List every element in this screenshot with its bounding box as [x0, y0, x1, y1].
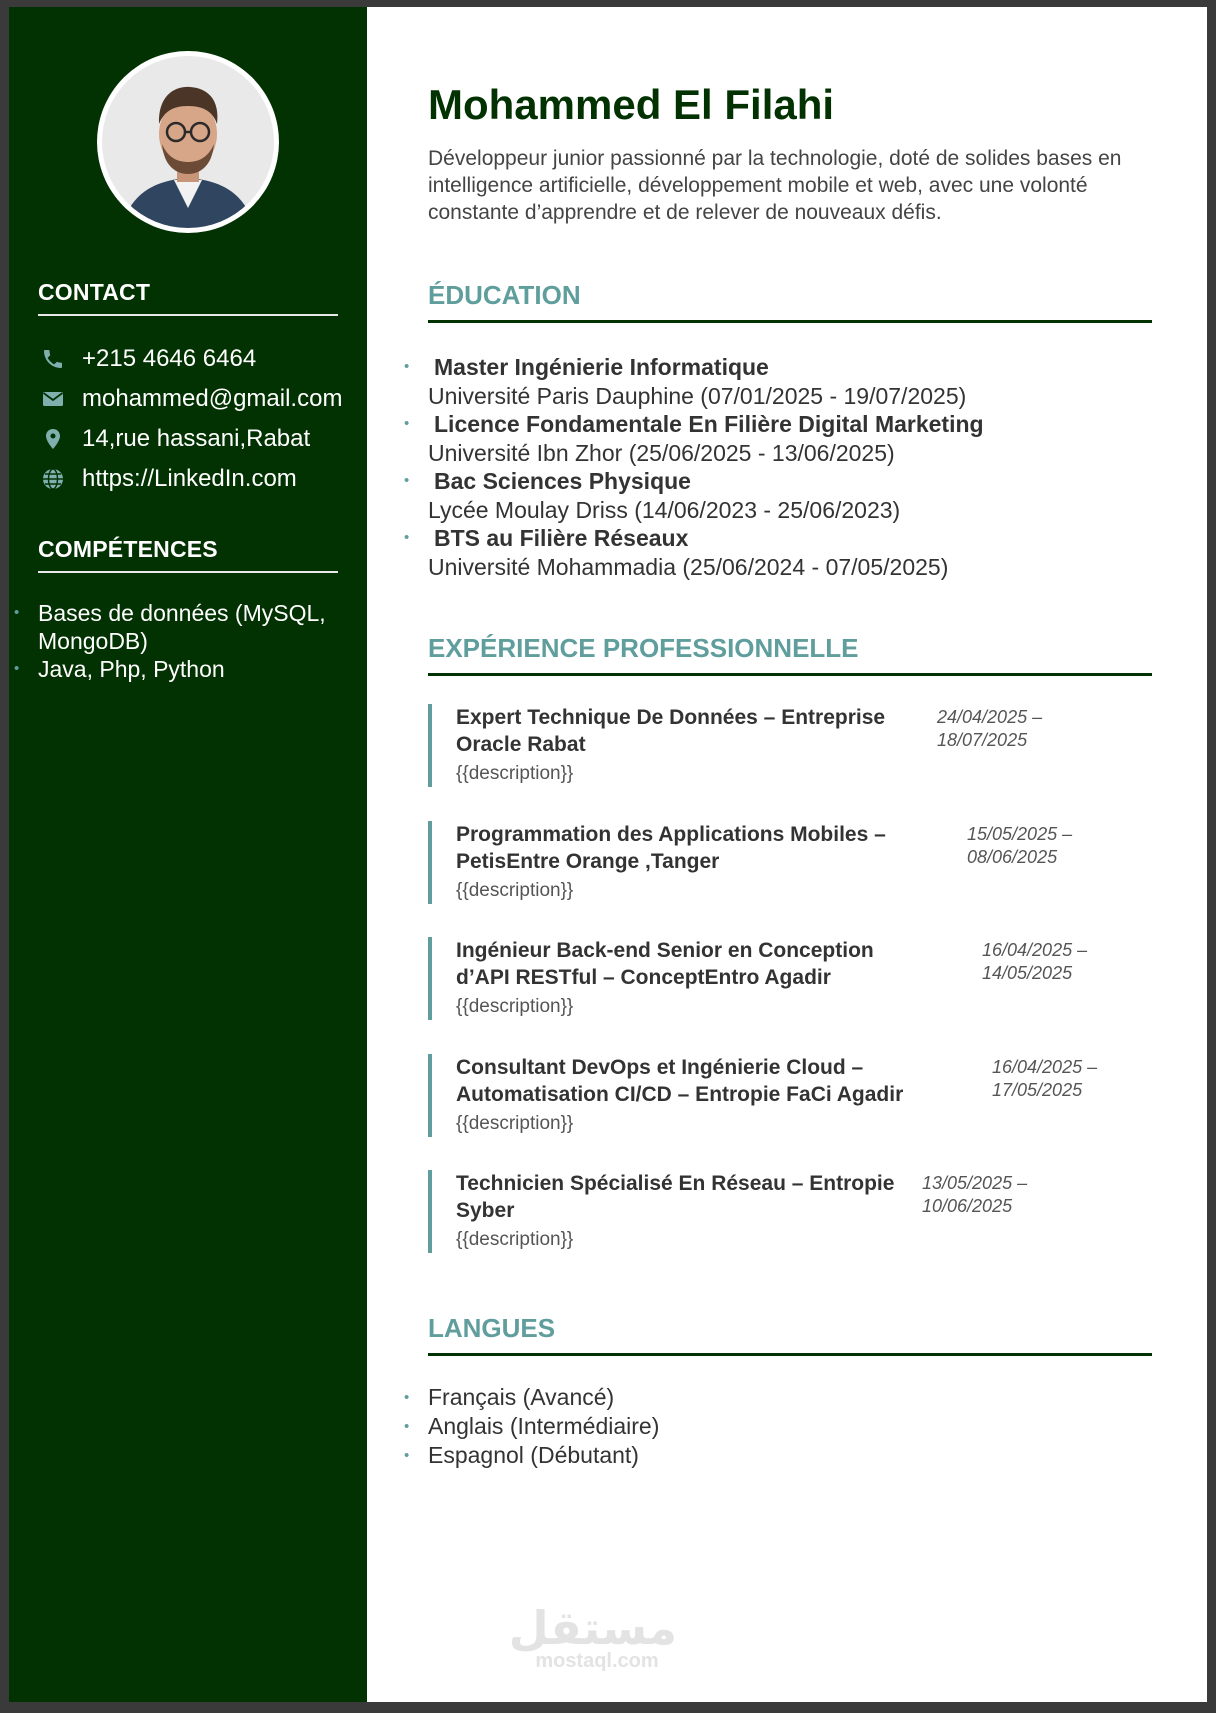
experience-description: {{description}}	[456, 1113, 574, 1134]
experience-dates	[992, 1056, 1152, 1102]
experience-description: {{description}}	[456, 996, 574, 1017]
candidate-name: Mohammed El Filahi	[428, 81, 835, 128]
profile-photo	[102, 56, 274, 228]
experience-date-end: 18/07/2025	[937, 730, 1028, 750]
experience-item	[428, 1054, 1152, 1137]
experience-description: {{description}}	[456, 1229, 574, 1250]
experience-dates	[937, 706, 1097, 752]
contact-phone	[38, 339, 358, 379]
contact-email-text: mohammed@gmail.com	[82, 385, 343, 412]
education-item	[428, 524, 1152, 581]
experience-date-end: 14/05/2025	[982, 963, 1073, 983]
contact-phone-text: +215 4646 6464	[82, 345, 257, 372]
language-item: • Anglais (Intermédiaire)	[428, 1412, 659, 1441]
experience-item	[428, 821, 1152, 904]
resume-page	[9, 7, 1207, 1702]
experience-job-title: Technicien Spécialisé En Réseau – Entropie Syber	[456, 1172, 895, 1222]
experience-date-start: 16/04/2025 –	[992, 1057, 1098, 1077]
experience-item	[428, 937, 1152, 1020]
globe-icon	[38, 466, 68, 492]
experience-job-title: Ingénieur Back-end Senior en Conception d’API RESTful – ConceptEntro Agadir	[456, 939, 874, 989]
contact-email	[38, 379, 358, 419]
experience-date-end: 10/06/2025	[922, 1196, 1013, 1216]
experience-date-end: 08/06/2025	[967, 847, 1058, 867]
skill-item: • Java, Php, Python	[38, 655, 348, 683]
education-item	[428, 353, 1152, 410]
languages-list	[428, 1383, 659, 1470]
education-item	[428, 410, 1152, 467]
experience-dates	[922, 1172, 1082, 1218]
skills-list	[38, 599, 348, 683]
sidebar	[9, 7, 367, 1702]
experience-date-start: 16/04/2025 –	[982, 940, 1088, 960]
contact-list	[38, 339, 358, 499]
experience-date-start: 15/05/2025 –	[967, 824, 1073, 844]
phone-icon	[38, 346, 68, 372]
experience-dates	[967, 823, 1127, 869]
education-degree: • Bac Sciences Physique	[434, 468, 691, 494]
watermark-arabic: مستقل	[508, 1601, 677, 1655]
language-item: • Français (Avancé)	[428, 1383, 659, 1412]
skills-title: COMPÉTENCES	[38, 536, 338, 573]
experience-date-end: 17/05/2025	[992, 1080, 1083, 1100]
experience-date-start: 24/04/2025 –	[937, 707, 1043, 727]
education-degree: • BTS au Filière Réseaux	[434, 525, 689, 551]
experience-description: {{description}}	[456, 763, 574, 784]
education-item	[428, 467, 1152, 524]
education-degree: • Licence Fondamentale En Filière Digital Marketing	[434, 411, 984, 437]
location-icon	[38, 426, 68, 452]
education-school: Lycée Moulay Driss (14/06/2023 - 25/06/2023)	[428, 496, 901, 523]
education-list	[428, 353, 1152, 581]
contact-website	[38, 459, 358, 499]
avatar	[97, 51, 279, 233]
main-content	[367, 7, 1207, 1702]
contact-website-text[interactable]: https://LinkedIn.com	[82, 465, 297, 492]
language-item: • Espagnol (Débutant)	[428, 1441, 659, 1470]
contact-address	[38, 419, 358, 459]
education-school: Université Paris Dauphine (07/01/2025 - 19/07/2025)	[428, 382, 967, 409]
experience-job-title: Programmation des Applications Mobiles – PetisEntre Orange ,Tanger	[456, 823, 886, 873]
education-school: Université Ibn Zhor (25/06/2025 - 13/06/2025)	[428, 439, 895, 466]
experience-description: {{description}}	[456, 880, 574, 901]
languages-title: LANGUES	[428, 1313, 1152, 1356]
experience-date-start: 13/05/2025 –	[922, 1173, 1028, 1193]
experience-job-title: Consultant DevOps et Ingénierie Cloud – Automatisation CI/CD – Entropie FaCi Agadir	[456, 1056, 904, 1106]
experience-item	[428, 704, 1152, 787]
experience-title: EXPÉRIENCE PROFESSIONNELLE	[428, 633, 1152, 676]
email-icon	[38, 386, 68, 412]
experience-dates	[982, 939, 1142, 985]
watermark-latin: mostaql.com	[535, 1650, 659, 1672]
contact-title: CONTACT	[38, 279, 338, 316]
experience-item	[428, 1170, 1152, 1253]
profile-summary: Développeur junior passionné par la technologie, doté de solides bases en intelligence artificielle, développement mobile et web, avec une volonté constante d’apprendre et de relever de nouveaux défis.	[428, 147, 1122, 224]
watermark-logo	[508, 1601, 677, 1673]
contact-address-text: 14,rue hassani,Rabat	[82, 425, 311, 452]
education-degree: • Master Ingénierie Informatique	[434, 354, 769, 380]
skill-item: • Bases de données (MySQL, MongoDB)	[38, 599, 348, 655]
experience-job-title: Expert Technique De Données – Entreprise Oracle Rabat	[456, 706, 886, 756]
education-school: Université Mohammadia (25/06/2024 - 07/05/2025)	[428, 553, 949, 580]
education-title: ÉDUCATION	[428, 280, 1152, 323]
